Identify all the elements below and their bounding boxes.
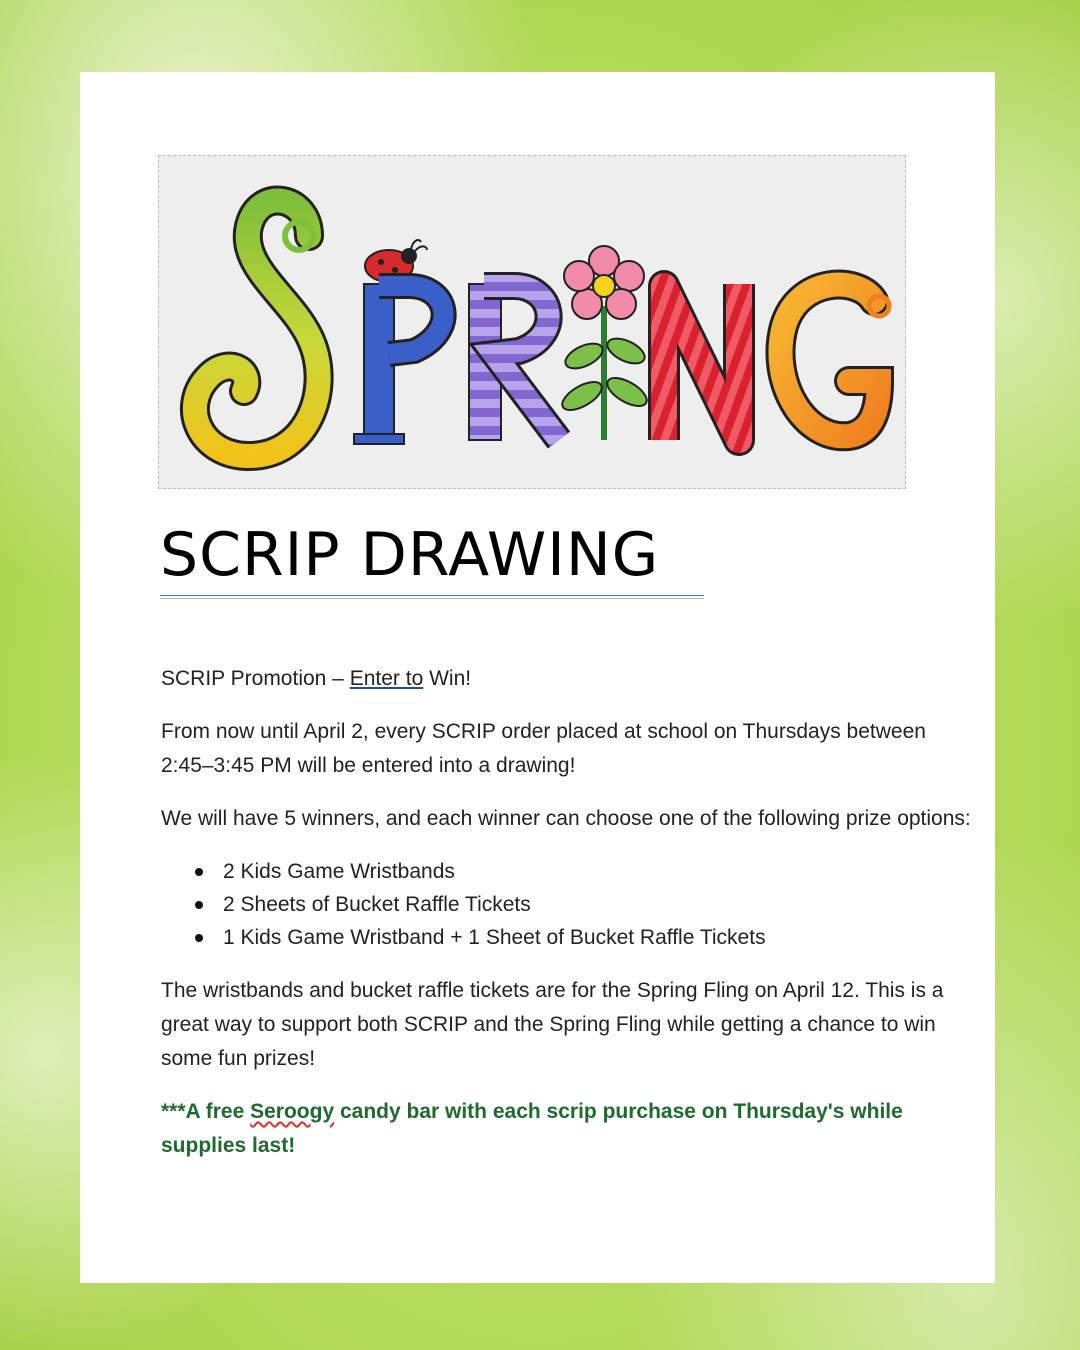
spring-word-art [159,156,907,490]
note-prefix: ***A free [161,1100,251,1123]
letter-g [780,285,889,437]
list-item: 1 Kids Game Wristband + 1 Sheet of Bucket Raffle Tickets [193,921,976,954]
promo-prefix: SCRIP Promotion – [161,667,350,690]
flower-icon [558,246,651,440]
intro-paragraph: From now until April 2, every SCRIP order placed at school on Thursdays between 2:45–3:45 PM will be entered into a drawing! [161,720,926,777]
title-underline [160,595,704,599]
page-title: SCRIP DRAWING [160,520,660,590]
promo-line [161,662,976,696]
flyer-page [80,72,995,1283]
letter-r [469,284,559,440]
prize-options-list [161,855,976,954]
winners-paragraph: We will have 5 winners, and each winner can choose one of the following prize options: [161,807,971,830]
letter-n [664,284,739,440]
list-item: 2 Kids Game Wristbands [193,855,976,888]
letter-s [195,201,319,456]
spring-fling-paragraph: The wristbands and bucket raffle tickets are for the Spring Fling on April 12. This is a great way to support both SCRIP and the Spring Fling while getting a chance to win some fun prizes! [161,979,944,1070]
candy-bar-note [161,1095,976,1163]
enter-to-win-link[interactable]: Enter to [349,667,424,690]
note-misspelled-word: Seroogy [250,1100,335,1123]
list-item: 2 Sheets of Bucket Raffle Tickets [193,888,976,921]
note-suffix: candy bar with each scrip purchase on Thursday's while supplies last! [161,1100,903,1157]
spring-banner-image [158,155,906,489]
promo-suffix: Win! [423,667,472,690]
flyer-body [161,662,976,1182]
letter-p [354,284,444,444]
